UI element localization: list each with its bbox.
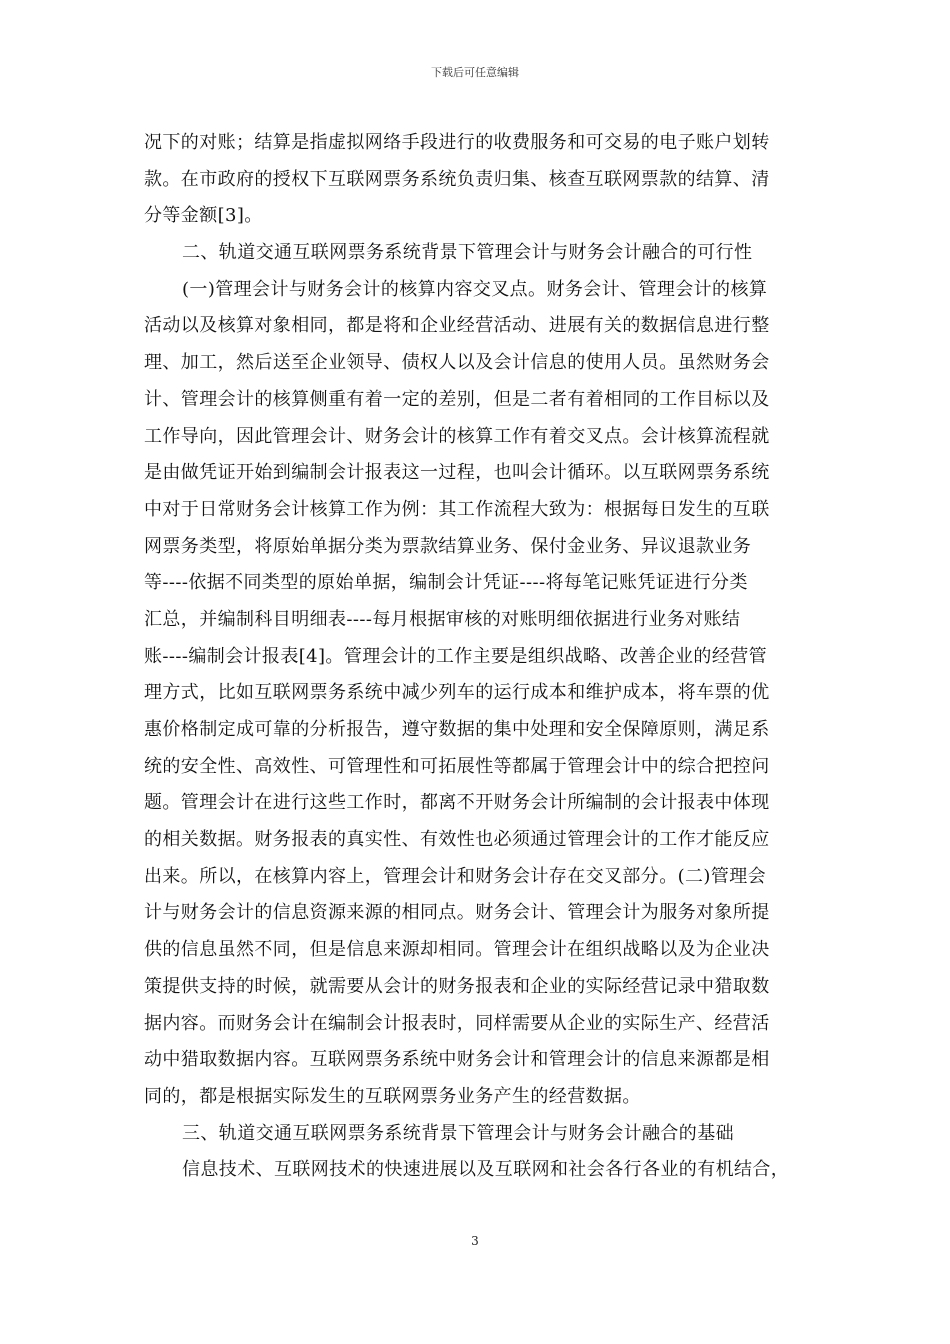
text-line: 况下的对账；结算是指虚拟网络手段进行的收费服务和可交易的电子账户划转 [144,132,770,153]
section-heading-3: 三、轨道交通互联网票务系统背景下管理会计与财务会计融合的基础 [182,1122,734,1144]
text-line: 理方式，比如互联网票务系统中减少列车的运行成本和维护成本，将车票的优 [144,682,770,704]
text-line: 的相关数据。财务报表的真实性、有效性也必须通过管理会计的工作才能反应 [144,829,770,851]
section-heading-2: 二、轨道交通互联网票务系统背景下管理会计与财务会计融合的可行性 [182,242,753,264]
text-line: 汇总，并编制科目明细表----每月根据审核的对账明细依据进行业务对账结 [144,608,741,630]
text-line: 是由做凭证开始到编制会计报表这一过程，也叫会计循环。以互联网票务系统 [144,462,770,484]
text-line: 计与财务会计的信息资源来源的相同点。财务会计、管理会计为服务对象所提 [144,902,770,924]
page-number: 3 [471,1234,479,1248]
text-line: 信息技术、互联网技术的快速进展以及互联网和社会各行各业的有机结合， [182,1159,790,1181]
text-line: 等----依据不同类型的原始单据，编制会计凭证----将每笔记账凭证进行分类 [144,572,748,594]
text-line: 题。管理会计在进行这些工作时，都离不开财务会计所编制的会计报表中体现 [144,792,770,814]
text-line: 活动以及核算对象相同，都是将和企业经营活动、进展有关的数据信息进行整 [144,315,770,337]
document-body [144,125,809,1189]
text-line: 动中猎取数据内容。互联网票务系统中财务会计和管理会计的信息来源都是相 [144,1049,770,1071]
text-line: 统的安全性、高效性、可管理性和可拓展性等都属于管理会计中的综合把控问 [144,755,770,777]
page-header: 下载后可任意编辑 [431,66,519,79]
text-line: 中对于日常财务会计核算工作为例：其工作流程大致为：根据每日发生的互联 [144,498,770,520]
text-line: 同的，都是根据实际发生的互联网票务业务产生的经营数据。 [144,1085,641,1107]
text-line: 计、管理会计的核算侧重有着一定的差别，但是二者有着相同的工作目标以及 [144,388,770,410]
text-line: 惠价格制定成可靠的分析报告，遵守数据的集中处理和安全保障原则，满足系 [144,719,770,740]
text-line: (一)管理会计与财务会计的核算内容交叉点。财务会计、管理会计的核算 [182,278,768,300]
text-line: 出来。所以，在核算内容上，管理会计和财务会计存在交叉部分。(二)管理会 [144,865,767,887]
text-line: 网票务类型，将原始单据分类为票款结算业务、保付金业务、异议退款业务 [144,535,752,557]
text-line: 据内容。而财务会计在编制会计报表时，同样需要从企业的实际生产、经营活 [144,1012,770,1034]
text-line: 款。在市政府的授权下互联网票务系统负责归集、核查互联网票款的结算、清 [144,168,770,190]
text-line: 理、加工，然后送至企业领导、债权人以及会计信息的使用人员。虽然财务会 [144,352,770,374]
text-line: 工作导向，因此管理会计、财务会计的核算工作有着交叉点。会计核算流程就 [144,425,770,447]
text-line: 供的信息虽然不同，但是信息来源却相同。管理会计在组织战略以及为企业决 [144,939,770,961]
text-line: 分等金额[3]。 [144,205,263,227]
text-line: 账----编制会计报表[4]。管理会计的工作主要是组织战略、改善企业的经营管 [144,645,768,667]
text-line: 策提供支持的时候，就需要从会计的财务报表和企业的实际经营记录中猎取数 [144,975,770,997]
